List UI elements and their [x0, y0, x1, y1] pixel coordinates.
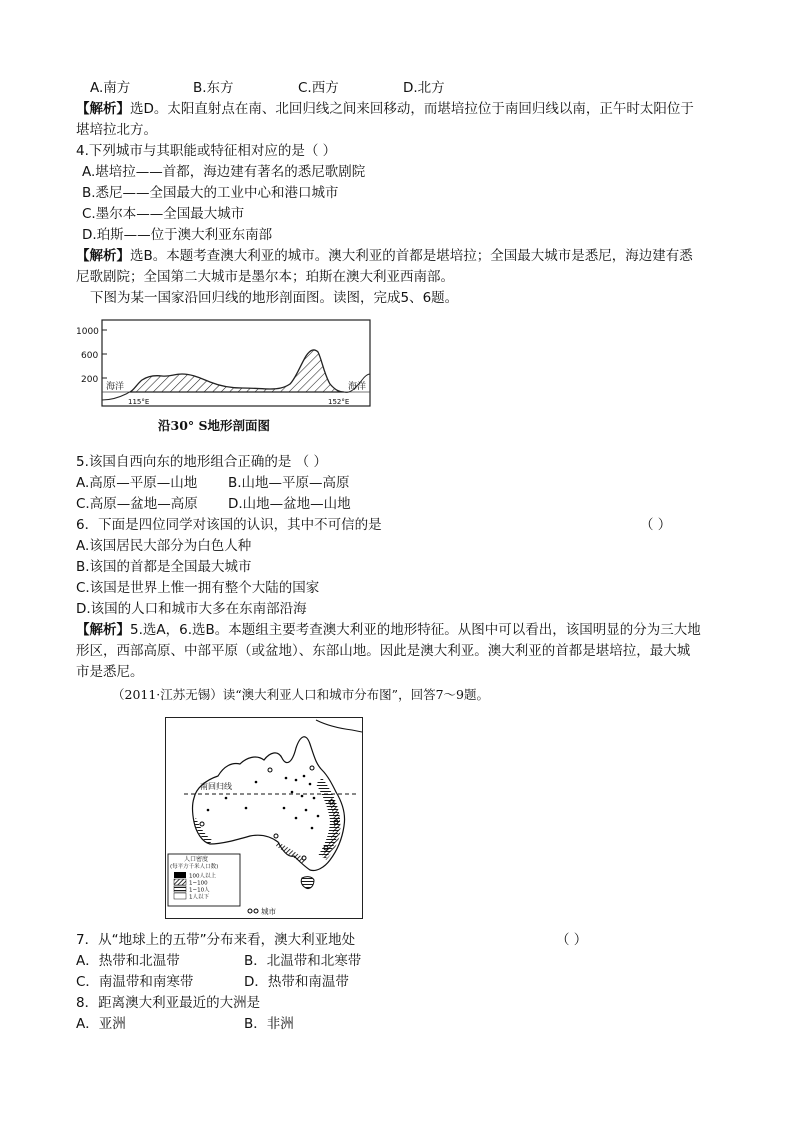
q3-option-c: C.西方 — [298, 80, 339, 96]
intro-q7-q9: （2011·江苏无锡）读“澳大利亚人口和城市分布图”，回答7～9题。 — [112, 687, 489, 702]
legend-swatch-below1 — [174, 893, 186, 899]
q3-analysis — [76, 99, 694, 119]
q6-analysis — [76, 620, 701, 640]
analysis-label: 【解析】 — [76, 248, 130, 264]
q4-option-b: B.悉尼——全国最大的工业中心和港口城市 — [82, 185, 339, 201]
profile-frame — [102, 320, 370, 406]
new-guinea-edge — [316, 720, 362, 732]
city-legend-icon — [248, 909, 252, 913]
q7-option-d: D．热带和南温带 — [244, 974, 349, 990]
q7-option-c: C．南温带和南寒带 — [76, 974, 194, 990]
tropic-label: 南回归线 — [200, 782, 232, 791]
city-legend-label: 城市 — [261, 907, 276, 916]
land-profile — [130, 350, 344, 392]
q6-answer-blank: （ ） — [640, 517, 672, 533]
q3-analysis-cont: 堪培拉北方。 — [76, 122, 157, 138]
q4-analysis-cont: 尼歌剧院；全国第二大城市是墨尔本；珀斯在澳大利亚西南部。 — [76, 269, 454, 285]
y-tick-200: 200 — [81, 375, 99, 385]
legend-label: 1~10人 — [189, 887, 210, 894]
q5-option-b: B.山地—平原—高原 — [228, 475, 350, 491]
q8-option-a: A．亚洲 — [76, 1016, 126, 1032]
q6-option-d: D.该国的人口和城市大多在东南部沿海 — [76, 601, 307, 617]
y-tick-600: 600 — [81, 351, 99, 361]
q7-option-b: B．北温带和北寒带 — [244, 953, 362, 969]
ocean-label-right: 海洋 — [348, 382, 367, 392]
q6-option-c: C.该国是世界上惟一拥有整个大陆的国家 — [76, 580, 320, 596]
q5-option-a: A.高原—平原—山地 — [76, 475, 198, 491]
analysis-label: 【解析】 — [76, 622, 130, 638]
q5-option-c: C.高原—盆地—高原 — [76, 496, 198, 512]
q6-stem: 6．下面是四位同学对该国的认识，其中不可信的是 — [76, 517, 382, 533]
legend-label: 1人以下 — [189, 894, 209, 901]
legend-label: 1~100 — [189, 880, 208, 887]
legend-label: 100人以上 — [189, 873, 216, 880]
terrain-profile-svg — [74, 318, 404, 436]
analysis-label: 【解析】 — [76, 101, 130, 117]
map-svg — [166, 718, 362, 918]
q5-stem: 5.该国自西向东的地形组合正确的是 （ ） — [76, 454, 327, 470]
lon-label-115: 115°E — [128, 398, 150, 406]
legend-title: 人口密度 — [184, 856, 209, 863]
q6-analysis-cont1: 形区，西部高原、中部平原（或盆地）、东部山地。因此是澳大利亚。澳大利亚的首都是堪培拉，最大城 — [76, 643, 691, 659]
legend-swatch-1-100 — [174, 879, 186, 885]
q7-option-a: A．热带和北温带 — [76, 953, 180, 969]
analysis-text: 5.选A，6.选B。本题组主要考查澳大利亚的地形特征。从图中可以看出，该国明显的分为三大地 — [130, 622, 701, 638]
q6-option-b: B.该国的首都是全国最大城市 — [76, 559, 252, 575]
q4-option-a: A.堪培拉——首都，海边建有著名的悉尼歌剧院 — [82, 164, 366, 180]
legend-swatch-100plus — [174, 872, 186, 878]
analysis-text: 选B。本题考查澳大利亚的城市。澳大利亚的首都是堪培拉；全国最大城市是悉尼，海边建有悉 — [130, 248, 693, 264]
legend-swatch-1-10 — [174, 886, 186, 892]
analysis-text: 选D。太阳直射点在南、北回归线之间来回移动，而堪培拉位于南回归线以南，正午时太阳位于 — [130, 101, 694, 117]
q4-option-c: C.墨尔本——全国最大城市 — [82, 206, 245, 222]
q3-option-b: B.东方 — [193, 80, 234, 96]
lon-label-152: 152°E — [328, 398, 350, 406]
q7-stem: 7．从“地球上的五带”分布来看，澳大利亚地处 — [76, 932, 356, 948]
ocean-label-left: 海洋 — [106, 382, 125, 392]
q4-stem: 4.下列城市与其职能或特征相对应的是（ ） — [76, 143, 337, 159]
australia-population-map — [165, 717, 363, 919]
q5-option-d: D.山地—盆地—山地 — [228, 496, 351, 512]
q8-option-b: B．非洲 — [244, 1016, 294, 1032]
q4-option-d: D.珀斯——位于澳大利亚东南部 — [82, 227, 273, 243]
legend-subtitle: (每平方千米人口数) — [170, 864, 219, 870]
q4-analysis — [76, 246, 693, 266]
terrain-profile-figure — [74, 318, 404, 436]
west-coast-slope — [102, 392, 130, 400]
tasmania — [301, 877, 314, 889]
q6-analysis-cont2: 市是悉尼。 — [76, 664, 144, 680]
y-tick-1000: 1000 — [76, 327, 99, 337]
q6-option-a: A.该国居民大部分为白色人种 — [76, 538, 252, 554]
profile-caption: 沿30° S地形剖面图 — [158, 418, 271, 433]
q3-option-d: D.北方 — [403, 80, 445, 96]
q8-stem: 8．距离澳大利亚最近的大洲是 — [76, 995, 261, 1011]
q3-option-a: A.南方 — [90, 80, 131, 96]
intro-q5-q6: 下图为某一国家沿回归线的地形剖面图。读图，完成5、6题。 — [90, 290, 459, 306]
q7-answer-blank: （ ） — [556, 932, 588, 948]
